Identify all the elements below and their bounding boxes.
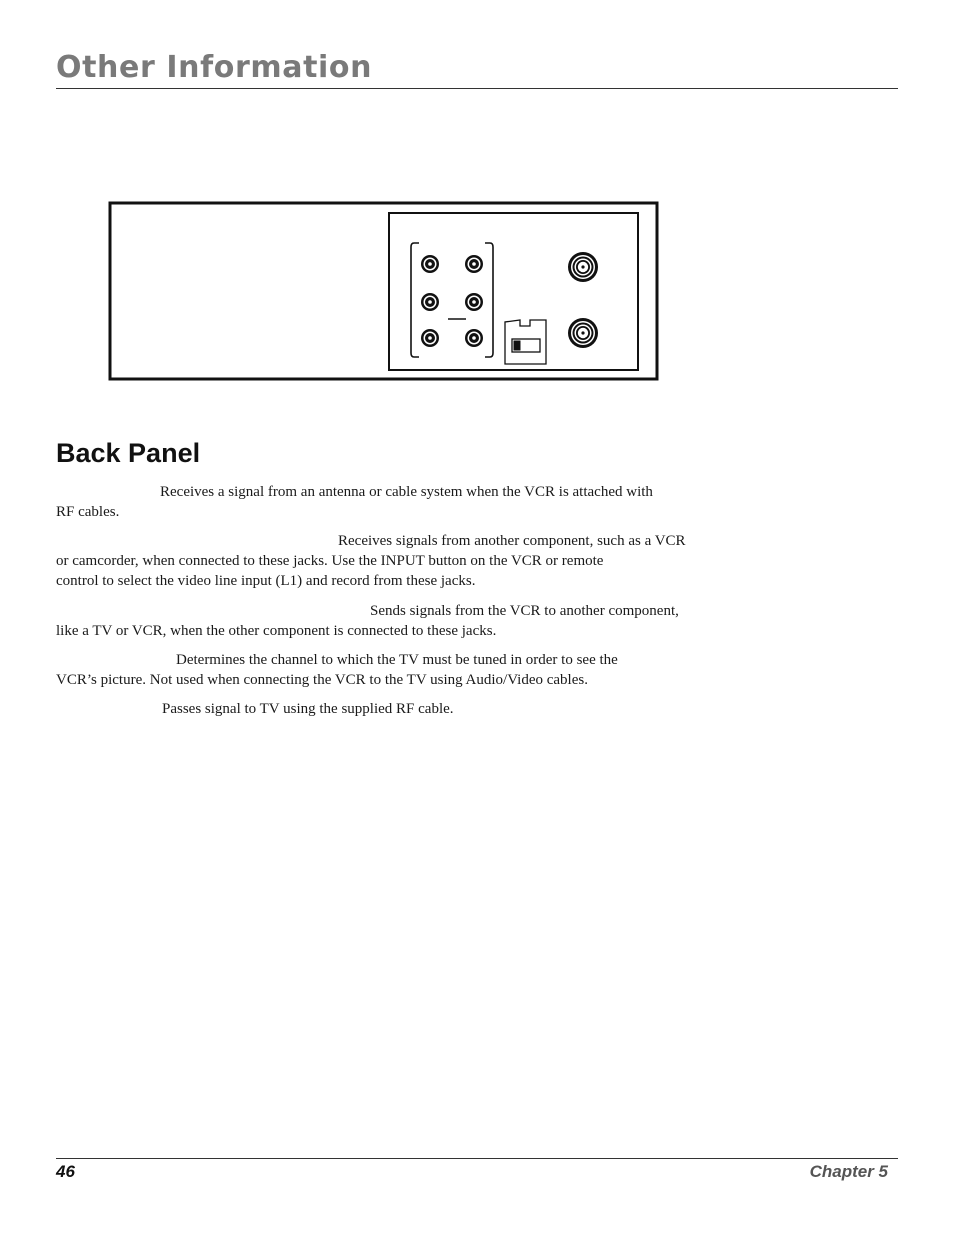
av-output-jacks-icon [465, 255, 483, 347]
paragraph-line: Sends signals from the VCR to another component, [370, 603, 679, 619]
audio-video-out-description [56, 601, 746, 641]
page-header-title: Other Information [56, 50, 373, 85]
header-rule [56, 88, 898, 89]
antenna-in-description [56, 482, 746, 522]
rf-out-connector-icon [568, 318, 598, 348]
footer-rule [56, 1158, 898, 1159]
ch3-ch4-switch-icon [505, 320, 546, 364]
paragraph-line: control to select the video line input (L1) and record from these jacks. [56, 573, 476, 589]
paragraph-line: Receives a signal from an antenna or cable system when the VCR is attached with [160, 484, 653, 500]
ch3-ch4-switch-description [56, 650, 746, 690]
paragraph-line: Determines the channel to which the TV must be tuned in order to see the [176, 652, 618, 668]
vcr-back-panel-diagram [108, 201, 660, 383]
paragraph-line: VCR’s picture. Not used when connecting the VCR to the TV using Audio/Video cables. [56, 672, 588, 688]
paragraph-line: Passes signal to TV using the supplied RF cable. [162, 701, 454, 717]
out-to-tv-description [56, 699, 746, 719]
paragraph-line: or camcorder, when connected to these jacks. Use the INPUT button on the VCR or remote [56, 553, 604, 569]
av-input-jacks-icon [421, 255, 439, 347]
paragraph-line: like a TV or VCR, when the other component is connected to these jacks. [56, 623, 497, 639]
chapter-label: Chapter 5 [809, 1162, 888, 1181]
paragraph-line: RF cables. [56, 504, 120, 520]
audio-video-in-description [56, 531, 746, 591]
section-title: Back Panel [56, 438, 201, 468]
paragraph-line: Receives signals from another component, such as a VCR [338, 533, 686, 549]
rf-in-connector-icon [568, 252, 598, 282]
page-number: 46 [56, 1162, 75, 1181]
